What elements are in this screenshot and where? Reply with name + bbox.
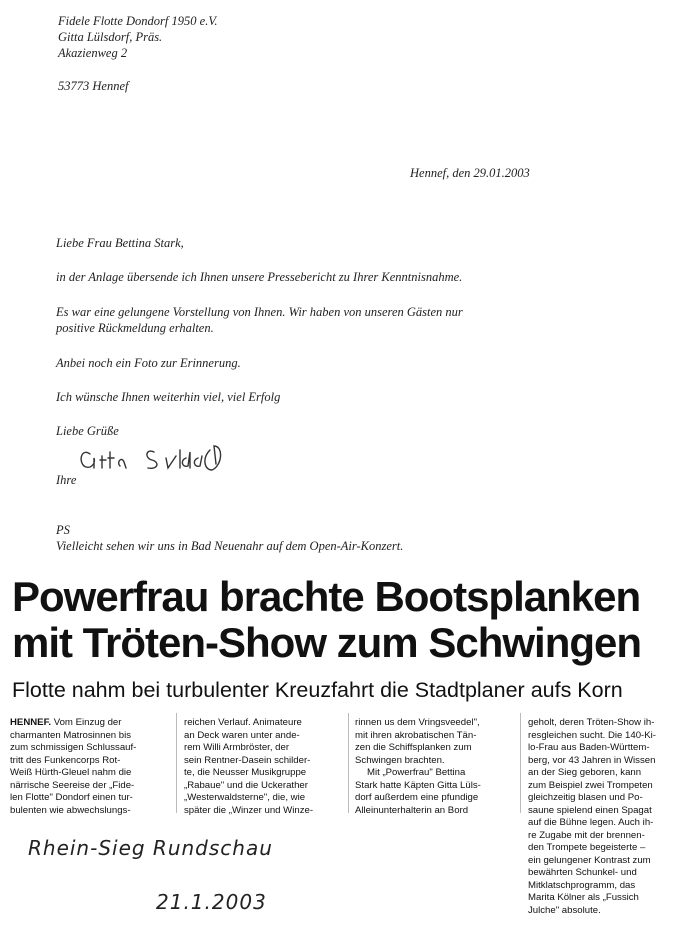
column-line: Alleinunterhalterin an Bord: [355, 804, 469, 816]
article-headline: Powerfrau brachte Bootsplanken: [12, 573, 641, 620]
sender-name: Fidele Flotte Dondorf 1950 e.V.: [58, 14, 218, 28]
column-line: Weiß Hürth-Gleuel nahm die: [10, 767, 132, 778]
column-line: zum schmissigen Schlussauf-: [10, 742, 137, 753]
column-line: zen die Schiffsplanken zum: [355, 742, 472, 753]
column-line: charmanten Matrosinnen bis: [10, 729, 132, 741]
column-line: Stark hatte Käpten Gitta Lüls-: [355, 779, 481, 791]
column-line: auf die Bühne legen. Auch ih-: [528, 817, 654, 828]
column-line: len Flotte" Dondorf einen tur-: [10, 792, 133, 803]
column-line: „Rabaue" und die Uckerather: [184, 779, 308, 791]
ps-label: PS: [56, 523, 70, 537]
column-line: rem Willi Armbröster, der: [184, 742, 290, 753]
article-column-4: [528, 717, 690, 917]
article-headline: mit Tröten-Show zum Schwingen: [12, 619, 642, 666]
article-column-1: [10, 717, 168, 817]
column-line: resgleichen sucht. Die 140-Ki-: [528, 729, 656, 741]
column-line: mit ihren akrobatischen Tän-: [355, 729, 477, 741]
column-divider: [520, 713, 521, 813]
column-line: dorf außerdem eine pfundige: [355, 792, 479, 803]
column-line: närrische Seereise der „Fide-: [10, 779, 135, 791]
handwritten-date: 21.1.2003: [156, 890, 267, 914]
column-divider: [348, 713, 349, 813]
column-divider: [176, 713, 177, 813]
column-line: Marita Kölner als „Fussich: [528, 892, 639, 903]
column-line: berg, vor 43 Jahren in Wissen: [528, 754, 656, 766]
column-line: sein Rentner-Dasein schilder-: [184, 754, 311, 766]
column-line: re Zugabe mit der brennen-: [528, 829, 645, 841]
column-line: Mitklatschprogramm, das: [528, 879, 636, 891]
column-line: ein gelungener Kontrast zum: [528, 854, 651, 866]
column-line: geholt, deren Tröten-Show ih-: [528, 717, 655, 728]
article-column-2: [184, 717, 342, 817]
sender-city: 53773 Hennef: [58, 79, 129, 93]
letter-closing-ihre: Ihre: [56, 473, 77, 487]
column-line: den Trompete begeisterte –: [528, 842, 646, 853]
article-subheadline: Flotte nahm bei turbulenter Kreuzfahrt die Stadtplaner aufs Korn: [12, 678, 623, 702]
column-line: zum Beispiel zwei Trompeten: [528, 779, 653, 791]
column-line: te, die Neusser Musikgruppe: [184, 767, 307, 778]
column-line: reichen Verlauf. Animateure: [184, 717, 302, 728]
column-line: gleichzeitig blasen und Po-: [528, 792, 643, 803]
column-line: Mit „Powerfrau" Bettina: [367, 767, 466, 778]
letter-paragraph: Es war eine gelungene Vorstellung von Ihnen. Wir haben von unseren Gästen nur: [56, 305, 463, 319]
column-line: bewährten Schunkel- und: [528, 867, 637, 878]
ps-text: Vielleicht sehen wir uns in Bad Neuenahr auf dem Open-Air-Konzert.: [56, 539, 404, 553]
letter-paragraph: Anbei noch ein Foto zur Erinnerung.: [56, 356, 241, 370]
column-line: lo-Frau aus Baden-Württem-: [528, 742, 650, 753]
column-line: an der Sieg geboren, kann: [528, 767, 642, 778]
column-line: später die „Winzer und Winze-: [184, 804, 314, 816]
sender-street: Akazienweg 2: [58, 46, 128, 60]
column-line: an Deck waren unter ande-: [184, 729, 300, 741]
handwritten-source: Rhein-Sieg Rundschau: [28, 836, 273, 860]
column-line: „Westerwaldsterne", die, wie: [184, 792, 306, 803]
signature-image: [76, 436, 256, 476]
column-line: bulenten wie abwechslungs-: [10, 804, 131, 816]
article-dateline: HENNEF.: [10, 717, 52, 728]
column-line: Schwingen brachten.: [355, 754, 445, 766]
letter-paragraph: positive Rückmeldung erhalten.: [56, 321, 214, 335]
article-column-3: [355, 717, 515, 817]
letter-paragraph: Ich wünsche Ihnen weiterhin viel, viel Erfolg: [56, 390, 281, 404]
letter-paragraph: in der Anlage übersende ich Ihnen unsere Pressebericht zu Ihrer Kenntnisnahme.: [56, 270, 463, 284]
letter-closing: Liebe Grüße: [56, 424, 119, 438]
column-line: rinnen us dem Vringsveedel",: [355, 717, 480, 728]
column-line: Julche" absolute.: [528, 904, 601, 916]
column-line: Vom Einzug der: [53, 717, 122, 728]
sender-president: Gitta Lülsdorf, Präs.: [58, 30, 163, 44]
letter-date: Hennef, den 29.01.2003: [410, 166, 530, 180]
column-line: saune spielend einen Spagat: [528, 804, 652, 816]
column-line: tritt des Funkencorps Rot-: [10, 754, 121, 766]
letter-salutation: Liebe Frau Bettina Stark,: [56, 236, 184, 250]
